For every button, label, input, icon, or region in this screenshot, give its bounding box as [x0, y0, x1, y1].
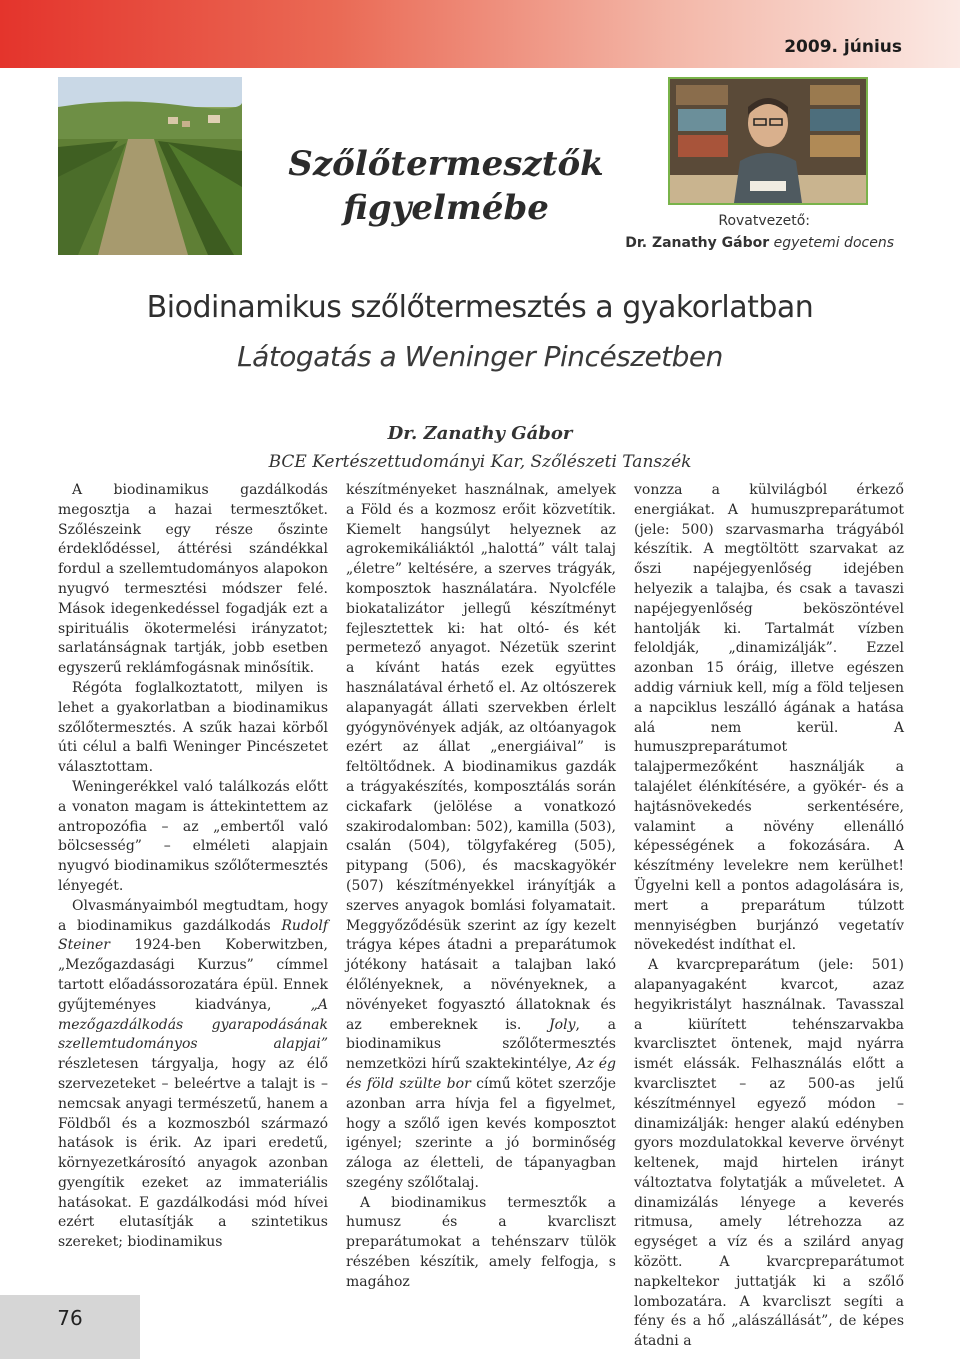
column-title-line2: figyelmébe	[343, 188, 549, 228]
header-bar	[0, 0, 960, 68]
text-column-3	[634, 481, 904, 1350]
page-number: 76	[57, 1306, 83, 1330]
vineyard-photo	[58, 77, 242, 255]
text-run: , a biodinamikus szőlőtermesztés nemzetközi hírű szaktekintélye,	[346, 1016, 616, 1073]
person-name: Joly	[549, 1016, 576, 1033]
editor-label: Rovatvezető:	[718, 213, 810, 229]
paragraph: vonzza a külvilágból érkező energiákat. A humuszpreparátumot (jele: 500) szarvasmarha trágyából készítik. A megtöltött szarvakat az őszi napéjegyenlőség idejében helyezik a talajba, és csak a tavaszi napéjegyenlőség beköszöntével hantolják ki. Tartalmát vízben feloldják, „dinamizálják”. Ezzel azonban 15 óráig, illetve egészen addig várniuk kell, míg a föld teljesen a napciklus leszálló ágának a hatása alá nem kerül. A humuszpreparátumot talajpermezőként használják a talajélet élénkítésére, a gyökér- és a hajtásnövekedés serkentésére, valamint a növény ellenálló képességének a fokozására. A készítmény levelekre nem kerülhet! Ügyelni kell a pontos adagolására is, mert a preparátum túlzott mennyiségben burjánzó vegetatív növekedést indíthat el.	[634, 482, 904, 954]
paragraph: A biodinamikus gazdálkodás megosztja a hazai termesztőket. Szőlészeink egy része őszinte érdeklődéssel, áttérési szándékkal fordul a szellemtudományos alapokon nyugvó termesztési módszer felé. Mások idegenkedéssel fogadják ezt a spirituális ökotermelési irányzatot; sarlatánságnak tartják, jobb esetben egyszerű reklámfogásnak minősítik.	[58, 482, 328, 677]
text-run: 1924-ben Koberwitzben, „Mezőgazdasági Kurzus” címmel tartott előadássorozatára épül. Ennek gyűjteményes kiadványa,	[58, 937, 328, 1013]
article-author: Dr. Zanathy Gábor	[387, 423, 573, 444]
paragraph	[346, 481, 616, 1194]
text-run: készítményeket használnak, amelyek a Föld és a kozmosz erőit közvetítik. Kiemelt hangsúlyt helyeznek az agrokemikáliáktól „halottá” vált talaj „életre” keltésére, a szerves trágyák, komposztok használatára. Nyolcféle biokatalizátor jellegű készítményt fejlesztettek ki: hat oltó- és két permetező anyagot. Nézetük szerint a kívánt hatás ezek együttes használatával érhető el. Az oltószerek alapanyagát állati szervekben érlelt gyógynövények adják, az oltóanyagok ezért az állat „energiáival” is feltöltődnek. A biodinamikus gazdák a trágyakészítés, komposztálás során cickafark (jelölése a vonatkozó szakirodalomban: 502), kamilla (503), csalán (504), tölgyfakéreg (505), pitypang (506), és macskagyökér (507) készítményekkel irányítják a szerves anyagok bomlási folyamatait. Meggyőződésük szerint az így kezelt trágya képes átadni a preparátumok jótékony hatásait a talajban lakó élőlényeknek, a növényeknek, a növényeket fogyasztó állatoknak és az embereknek is.	[346, 482, 616, 1033]
editor-role: egyetemi docens	[773, 235, 894, 251]
paragraph	[58, 897, 328, 1253]
text-run: Olvasmányaimból megtudtam, hogy a biodinamikus gazdálkodás	[58, 897, 328, 934]
text-column-2	[346, 481, 616, 1290]
paragraph: Weningerékkel való találkozás előtt a vonaton magam is áttekintettem az antropozófia – az „embertől való bölcsesség” – elméleti alapjain nyugvó biodinamikus szőlőtermesztés lényegét.	[58, 778, 328, 894]
editor-line	[625, 235, 894, 251]
paragraph: Régóta foglalkoztatott, milyen is lehet a gyakorlatban a biodinamikus szőlőtermesztés. A szűk hazai körből úti célul a balfi Weninger Pincészetet választottam.	[58, 679, 328, 776]
author-portrait	[668, 77, 868, 205]
person-name: Rudolf Steiner	[58, 917, 328, 954]
article-affiliation: BCE Kertészettudományi Kar, Szőlészeti Tanszék	[268, 452, 692, 472]
column-title-line1: Szőlőtermesztők	[288, 144, 604, 184]
editor-name: Dr. Zanathy Gábor	[625, 235, 770, 251]
paragraph: A biodinamikus termesztők a humusz és a kvarcliszt preparátumokat a tehénszarv tülök részében készítik, amely felfogja, s magához	[346, 1194, 616, 1290]
article-title: Biodinamikus szőlőtermesztés a gyakorlatban	[146, 290, 814, 325]
issue-date: 2009. június	[784, 37, 902, 57]
paragraph: A kvarcpreparátum (jele: 501) alapanyagaként kvarcot, azaz hegyikristályt használnak. Tavasszal a kiürített tehénszarvakba kvarclisztet öntenek, majd nyárra ismét elássák. Felhasználás előtt a kvarclisztet – az 500-as jelű készítménnyel egyező módon – dinamizálják: henger alakú edényben gyors mozdulatokkal keverve örvényt keltenek, majd hirtelen irányt változtatva folytatják a műveletet. A dinamizálás lényege a keverés ritmusa, amely létrehozza az egységet a víz és a szilárd anyag között. A kvarcpreparátumot napkeltekor juttatják ki a szőlő lombozatára. A kvarcliszt segíti a fény és a hő „alászállását”, de képes átadni a	[634, 957, 904, 1350]
book-title: Az ég és föld szülte bor	[346, 1056, 616, 1092]
text-column-1	[58, 481, 328, 1281]
column-title	[266, 142, 626, 230]
text-run: című kötet szerzője azonban arra hívja fel a figyelmet, hogy a szőlő igen kevés komposztot igényel; szerinte a jó borminőség záloga az életteli, de tápanyagban szegény szőlőtalaj.	[346, 1075, 616, 1191]
article-subtitle: Látogatás a Weninger Pincészetben	[237, 340, 723, 373]
text-run: részletesen tárgyalja, hogy az élő szervezeteket – beleértve a talajt is – nemcsak anyagi természetű, hanem a Földből és a kozmoszból származó hatások is érik. Az ipari eredetű, környezetkárosító anyagok azonban gyengítik ezeket az immateriális hatásokat. E gazdálkodási mód hívei ezért elutasítják a szintetikus szereket; biodinamikus	[58, 1056, 328, 1251]
book-title: „A mezőgazdálkodás gyarapodásának szellemtudományos alapjai”	[58, 996, 328, 1053]
